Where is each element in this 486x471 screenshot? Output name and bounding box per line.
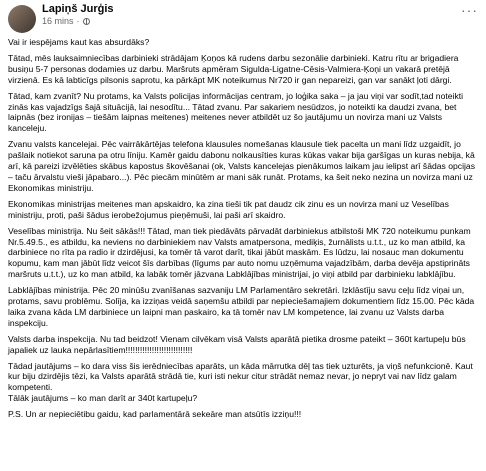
post-paragraph: Tātad, kam zvanīt? Nu protams, ka Valsts policijas informācijas centram, jo loģika saka – ja jau viņi var sodīt,tad noteikti zinās kas vajadzīgs šajā situācijā, lai nesodītu... Tātad zvanu. Par sakariem nesūdzos, jo noteikti ka daudzi zvana, bet laipnās (bez ironijas – tiešām laipnas meitenes) meitenes never atbildēt uz šo jautājumu un novirza mani uz Valsts kanceleju.: [8, 90, 464, 134]
post-paragraph: Labklājības ministrija. Pēc 20 minūšu zvanīšanas sazvaniju LM Parlamentāro sekretāri. Izklāstīju savu ceļu līdz viņai un, protams, savu problēmu. Solīja, ka izziņas veidā saņemšu atbildi par nepieciešamajiem dokumentiem līdz 15.00. Pēc kāda laika zvana kāda LM darbiniece un laipni man paskairo, ka tā tomēr nav LM kompetence, lai zvanu uz Valsts darba inspekciju.: [8, 285, 475, 328]
author-avatar[interactable]: [8, 5, 36, 33]
post-paragraph: Tātad, mēs lauksaimniecības darbinieki strādājam Ķoņos kā rudens darbu sezonālie darbinieki. Katru rītu ar brigadiera busiņu 5-7 personas dodamies uz darbu. Maršruts apmēram Sigulda-Ligatne-Cēsis-Valmiera-Ķoņi un vakarā pretējā virzienā. Es kā labticīgs pilsonis saprotu, ka pārkāpt MK noteikumus Nr720 ir gan nepareizi, gan var sanākt ļoti dārgi.: [8, 52, 459, 85]
post-paragraph: Ekonomikas ministrijas meitenes man apskaidro, ka zina tieši tik pat daudz cik zinu es un novirza mani uz Veselības ministriju, proti, paši šādus ierobežojumus pieņēmuši, lai paši arī skaidro.: [8, 198, 449, 220]
post-paragraph: P.S. Un ar nepieciētibu gaidu, kad parlamentārā sekeāre man atsūtīs izziņu!!!: [8, 409, 302, 420]
more-options-icon[interactable]: ···: [461, 2, 478, 18]
post-body: [8, 37, 478, 420]
post-meta: [42, 16, 114, 27]
post-paragraph: Vai ir iespējams kaut kas absurdāks?: [8, 37, 150, 47]
post-time[interactable]: 16 mins: [42, 16, 74, 26]
post-paragraph: Tādad jautājums – ko dara viss šis ierēdniecības aparāts, un kāda mārrutka dēļ tas tiek uzturēts, ja viņš nefunkcionē. Kaut kur biju dzirdējis tēzi, ka Valsts aparātā strādā tie, kuri isti nekur citur strādāt nemaz nevar, jo nepryt vai nav līdz galam kompetenti. Tālāk jautājums – ko man darīt ar 340t kartupeļu?: [8, 360, 473, 404]
author-block: [42, 3, 114, 27]
post-paragraph: Veselības ministrija. Nu šeit sākās!!! Tātad, man tiek piedāvāts pārvadāt darbiniekus atbilstoši MK 720 noteikumu punkam Nr.5.49.5., es atbildu, ka neviens no darbiniekiem nav Valsts amatpersona, mediķis, žurnālists u.t.t., uz ko man atbild, ka darbiniece no rīta pa radio ir dzirdējusi, ka tomēr tā varot darīt, tikai jābūt maskām. Es lūdzu, lai nosauc man dokumentu kopumu, kam man jābūt līdz veicot šīs darbības (līgums par auto nomu uzņēmuma vajadzībām, darba devēja apstiprināts maršruts u.t.t.), uz ko man atbild, ka labāk tomēr jāzvana Labklājības ministrijai, jo viņi atbild par darbinieku labklājību.: [8, 225, 471, 280]
post-paragraph: Valsts darba inspekcija. Nu tad beidzot! Vienam cilvēkam visā Valsts aparātā pietika drosme pateikt – 360t kartupeļu būs japaliek uz lauka nepārlasītiem!!!!!!!!!!!!!!!!!!!!!!!!!!!!: [8, 333, 466, 355]
author-name[interactable]: Lapiņš Jurģis: [42, 3, 114, 15]
post-paragraph: Zvanu valsts kancelejai. Pēc vairrākārtējas telefona klausules nomešanas klausule tiek pacelta un mani līdz uzgaidīt, jo pašlaik notiekot saruna pa otru līniju. Kamēr gaidu dabonu nolkausīties kuras kūkas vakar bija garšīgas un kuras nebija, kā arī, kā pareizi izvēlēties skābus kapostus škovēšanai (ok, Valsts kancelejas pienākumos laikam jau ielipst arī šādas opcijas – taču ārvalstu vieši jāpabaro...). Pēc piecām minūtēm ar mani sāk runāt. Protams, ka šeit neko nezina un novirza mani uz Ekonomikas ministriju.: [8, 139, 475, 193]
post-header: [8, 3, 478, 37]
globe-icon[interactable]: [83, 18, 90, 25]
meta-separator: ·: [76, 16, 80, 26]
